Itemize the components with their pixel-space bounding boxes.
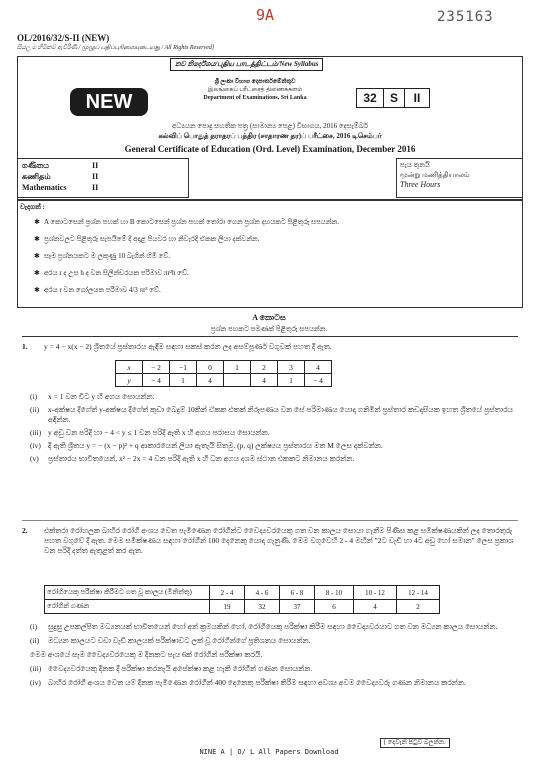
instruction-item: ✱ ප්‍රශ්නවලට පිළිතුරු සැපයීමේ දී අදාළ පියවර හා නිවැරදි ඒකක ලියා දක්වන්න.: [34, 235, 260, 243]
instructions-title: වැදගත් :: [20, 203, 45, 211]
q1-x-cell: 3: [278, 361, 305, 374]
syllabus-label: නව නිර්දේශය/புதிய பாடத்திட்டம்/New Syllabus: [170, 58, 323, 71]
q2-interval-label: රෝගීයෙකු පරීක්ෂා කිරීමට ගත වූ කාලය (මිනිත්තු): [45, 586, 210, 600]
instruction-item: ✱ සෑම ප්‍රශ්නයකට ම ලකුණු 10 බැගින් හිමි වේ.: [34, 252, 171, 260]
q1-y-cell: [224, 374, 251, 387]
q1-text: y = 4 − x(x − 2) ශ්‍රිතයේ ප්‍රස්තාරය ඇඳීම සඳහා සකස් කරන ලද අසම්පූර්ණ වගුවක් පහත දී ඇත.: [44, 342, 332, 351]
q2-count-cell: 4: [354, 600, 397, 614]
paper-code-header: OL/2016/32/S-II (NEW): [17, 33, 110, 43]
time-allowed: [400, 160, 470, 190]
instructions-list: [34, 218, 514, 295]
q2-interval-cell: 8 - 10: [315, 586, 354, 600]
instruction-item: ✱ අරය r වන ගෝලයක පරිමාව 4/3 πr³ වේ.: [34, 286, 161, 294]
q1-x-label: x: [116, 361, 143, 374]
time-ta: மூன்று மணித்தியாலம்: [400, 171, 470, 179]
q1-part: (i) x = 1 වන විට y හි අගය සොයන්න.: [30, 392, 155, 401]
department-block: [150, 78, 360, 102]
q1-parts: [30, 392, 516, 464]
q1-number: 1.: [22, 342, 28, 351]
instruction-item: ✱ අරය r ද උස h ද වන සිලින්ඩරයක පරිමාව πr²h වේ.: [34, 269, 189, 277]
bullet-star-icon: ✱: [34, 235, 40, 243]
subject-part-ta: II: [92, 172, 99, 181]
footer-text: NINE A | O/ L All Papers Download: [199, 748, 339, 756]
turn-over-note: [ දෙවැනි පිටුව බලන්න.: [380, 738, 450, 748]
q2-interval-cell: 4 - 6: [245, 586, 280, 600]
q1-y-cell: − 4: [305, 374, 332, 387]
q1-y-cell: − 4: [143, 374, 170, 387]
q1-y-cell: 1: [278, 374, 305, 387]
q2-number: 2.: [22, 526, 28, 535]
q1-part: (ii) x-අක්ෂය දිගේත් y-අක්ෂය දිගේත් කුඩා බෙදුම් 10කින් ඒකක එකක් නිරූපණය වන සේ පරිමාණය යොදා ගනිමින් ප්‍රස්තාර කඩදාසියක ඉහත ශ්‍රිතයේ ප්‍රස්තාරය අඳින්න.: [30, 405, 514, 424]
q1-part: (iii) y අඩු වන පරිදි හා − 4 < y ≤ 1 වන පරිදි ඇති x හි අගය පරාසය සොයන්න.: [30, 428, 270, 437]
q1-x-cell: − 2: [143, 361, 170, 374]
q2-interval-cell: 12 - 14: [397, 586, 440, 600]
q2-frequency-table: [44, 585, 440, 614]
q2-interval-cell: 2 - 4: [210, 586, 245, 600]
q1-y-row: [116, 374, 332, 387]
exam-name-si: අධ්‍යයන පොදු සහතික පත්‍ර (සාමාන්‍ය පෙළ) විභාගය, 2016 දෙසැම්බර්: [171, 122, 369, 130]
time-en: Three Hours: [400, 180, 441, 189]
q2-count-cell: 19: [210, 600, 245, 614]
time-si: පැය තුනයි: [400, 161, 430, 169]
part-a-subtitle: ප්‍රශ්න පහකට පමණක් පිළිතුරු සපයන්න.: [210, 325, 328, 333]
q1-y-cell: 1: [170, 374, 197, 387]
q2-part: (iv) බාහිර රෝගී අංශය වෙත යම් දිනක පැමිණෙන රෝගීන් 400 දෙනෙකු පරීක්ෂා කිරීම සඳහා අවශ්‍ය අවම වෛද්‍යවරු ගණන නිමානය කරන්න.: [30, 678, 466, 687]
bullet-star-icon: ✱: [34, 269, 40, 277]
q1-part: (v) ප්‍රස්තාරය භාවිතයෙන්, x² − 2x = 4 වන පරිදි ඇති x හි ධන අගය දශම ස්ථාන එකකට නිමානය කරන්න.: [30, 454, 355, 463]
subject-en: Mathematics: [22, 183, 67, 192]
q2-count-cell: 2: [397, 600, 440, 614]
paper-code-part: II: [405, 88, 430, 108]
exam-name-ta: கல்விப் பொதுத் தராதரப் பத்திர (சாதாரண தர)ப் பரீட்சை, 2016 டிசெம்பர்: [158, 132, 382, 140]
q1-x-row: [116, 361, 332, 374]
q1-x-cell: 4: [305, 361, 332, 374]
q2-count-cell: 37: [280, 600, 315, 614]
q1-x-cell: 2: [251, 361, 278, 374]
subject-si: ගණිතය: [22, 161, 49, 170]
exam-name-en: General Certificate of Education (Ord. Level) Examination, December 2016: [124, 144, 416, 154]
subject-parts: [92, 160, 98, 193]
q2-count-cell: 6: [315, 600, 354, 614]
rights-notice: සියලු ම හිමිකම් ඇවිරිණි / முழுப் பதிப்புரிமையுடையது / All Rights Reserved]: [17, 45, 215, 51]
q2-parts: [30, 622, 516, 688]
q2-interval-cell: 10 - 12: [354, 586, 397, 600]
department-ta: இலங்கைப் பரீட்சைத் திணைக்களம்: [207, 87, 303, 93]
divider: [22, 336, 518, 337]
q2-interval-cell: 6 - 8: [280, 586, 315, 600]
q1-y-cell: 4: [251, 374, 278, 387]
paper-code-s: S: [384, 88, 405, 108]
department-si: ශ්‍රී ලංකා විභාග දෙපාර්තමේන්තුව: [214, 79, 296, 85]
q2-count-row: [45, 600, 440, 614]
part-a-title: A කොටස: [252, 313, 286, 322]
q1-part: (iv) දී ඇති ශ්‍රිතය y = − (x − p)² + q ආකාරයෙන් ලියා ඇතැයි සිතමු. (p, q) ලක්ෂ්‍යය ප්‍රස්තාරය මත M ලෙස දක්වන්න.: [30, 441, 383, 450]
q1-x-cell: 0: [197, 361, 224, 374]
bullet-star-icon: ✱: [34, 252, 40, 260]
subject-names: [22, 160, 66, 193]
paper-code-box: [356, 88, 430, 108]
page-stamp-9a: 9A: [256, 6, 275, 24]
q1-x-cell: −1: [170, 361, 197, 374]
paper-code-number: 32: [356, 88, 384, 108]
divider: [22, 520, 518, 521]
q2-part: (i) සුදුසු උපකල්පිත මධ්‍යනයක් භාවිතයෙන් හෝ අන් ක්‍රමයකින් හෝ, රෝගියෙකු පරීක්ෂා කිරීම සඳහා වෛද්‍යවරයාට ගත වන මධ්‍යන කාලය සොයන්න.: [30, 622, 498, 631]
bullet-star-icon: ✱: [34, 286, 40, 294]
department-en: Department of Examinations, Sri Lanka: [203, 95, 307, 101]
q1-value-table: [115, 360, 332, 387]
subject-part-en: II: [92, 183, 99, 192]
subject-part-si: II: [92, 161, 99, 170]
q2-part: (iii) වෛද්‍යවරයෙකු දිනක දී පරීක්ෂා කරනැයි අපේක්ෂා කළ හැකි රෝගීන් ගණන සොයන්න.: [30, 664, 313, 673]
subject-ta: கணிதம்: [22, 172, 51, 181]
q2-part: (ii) මධ්‍යන කාලයට වඩා වැඩි කාලයක් පරීක්ෂාවට ලක් වූ රෝගීන්ගේ ප්‍රතිශතය සොයන්න.: [30, 636, 311, 645]
new-syllabus-logo: NEW: [70, 88, 148, 116]
q1-y-label: y: [116, 374, 143, 387]
serial-number: 235163: [437, 9, 494, 25]
q2-interval-row: [45, 586, 440, 600]
q2-count-cell: 32: [245, 600, 280, 614]
q1-x-cell: 1: [224, 361, 251, 374]
q2-count-label: රෝගීන් ගණන: [45, 600, 210, 614]
q1-y-cell: 4: [197, 374, 224, 387]
q2-note: මෙම අංශයේ සෑම වෛද්‍යවරයෙකු ම දිනකට පැය 6ක් රෝගීන් පරීක්ෂා කරයි.: [30, 650, 263, 659]
instruction-item: ✱ A කොටසෙන් ප්‍රශ්න පහක් හා B කොටසෙන් ප්‍රශ්න පහක් තෝරා ගෙන ප්‍රශ්න දහයකට පිළිතුරු සපයන්න.: [34, 218, 339, 226]
bullet-star-icon: ✱: [34, 218, 40, 226]
q2-text: එක්තරා රෝහලක බාහිර රෝගී අංශය වෙත පැමිණෙන රෝගීන්ට වෛද්‍යවරයෙකු ගත වන කාලය සොයා ගැනීම පිණිස කළ සමීක්ෂණයකින් ලද තොරතුරු පහත වගුවේ දී ඇත. මෙම සමීක්ෂණය සඳහා රෝගීන් 100 දෙනෙකු යොදා ගැනුණි. මෙම වගුවෙහි 2 - 4 මඟින් "2ට වැඩි හා 4ට අඩු හෝ සමාන" ලෙස ප්‍රකාශ වන පරිදි දත්ත ඇතුළත් කර ඇත.: [44, 526, 514, 555]
